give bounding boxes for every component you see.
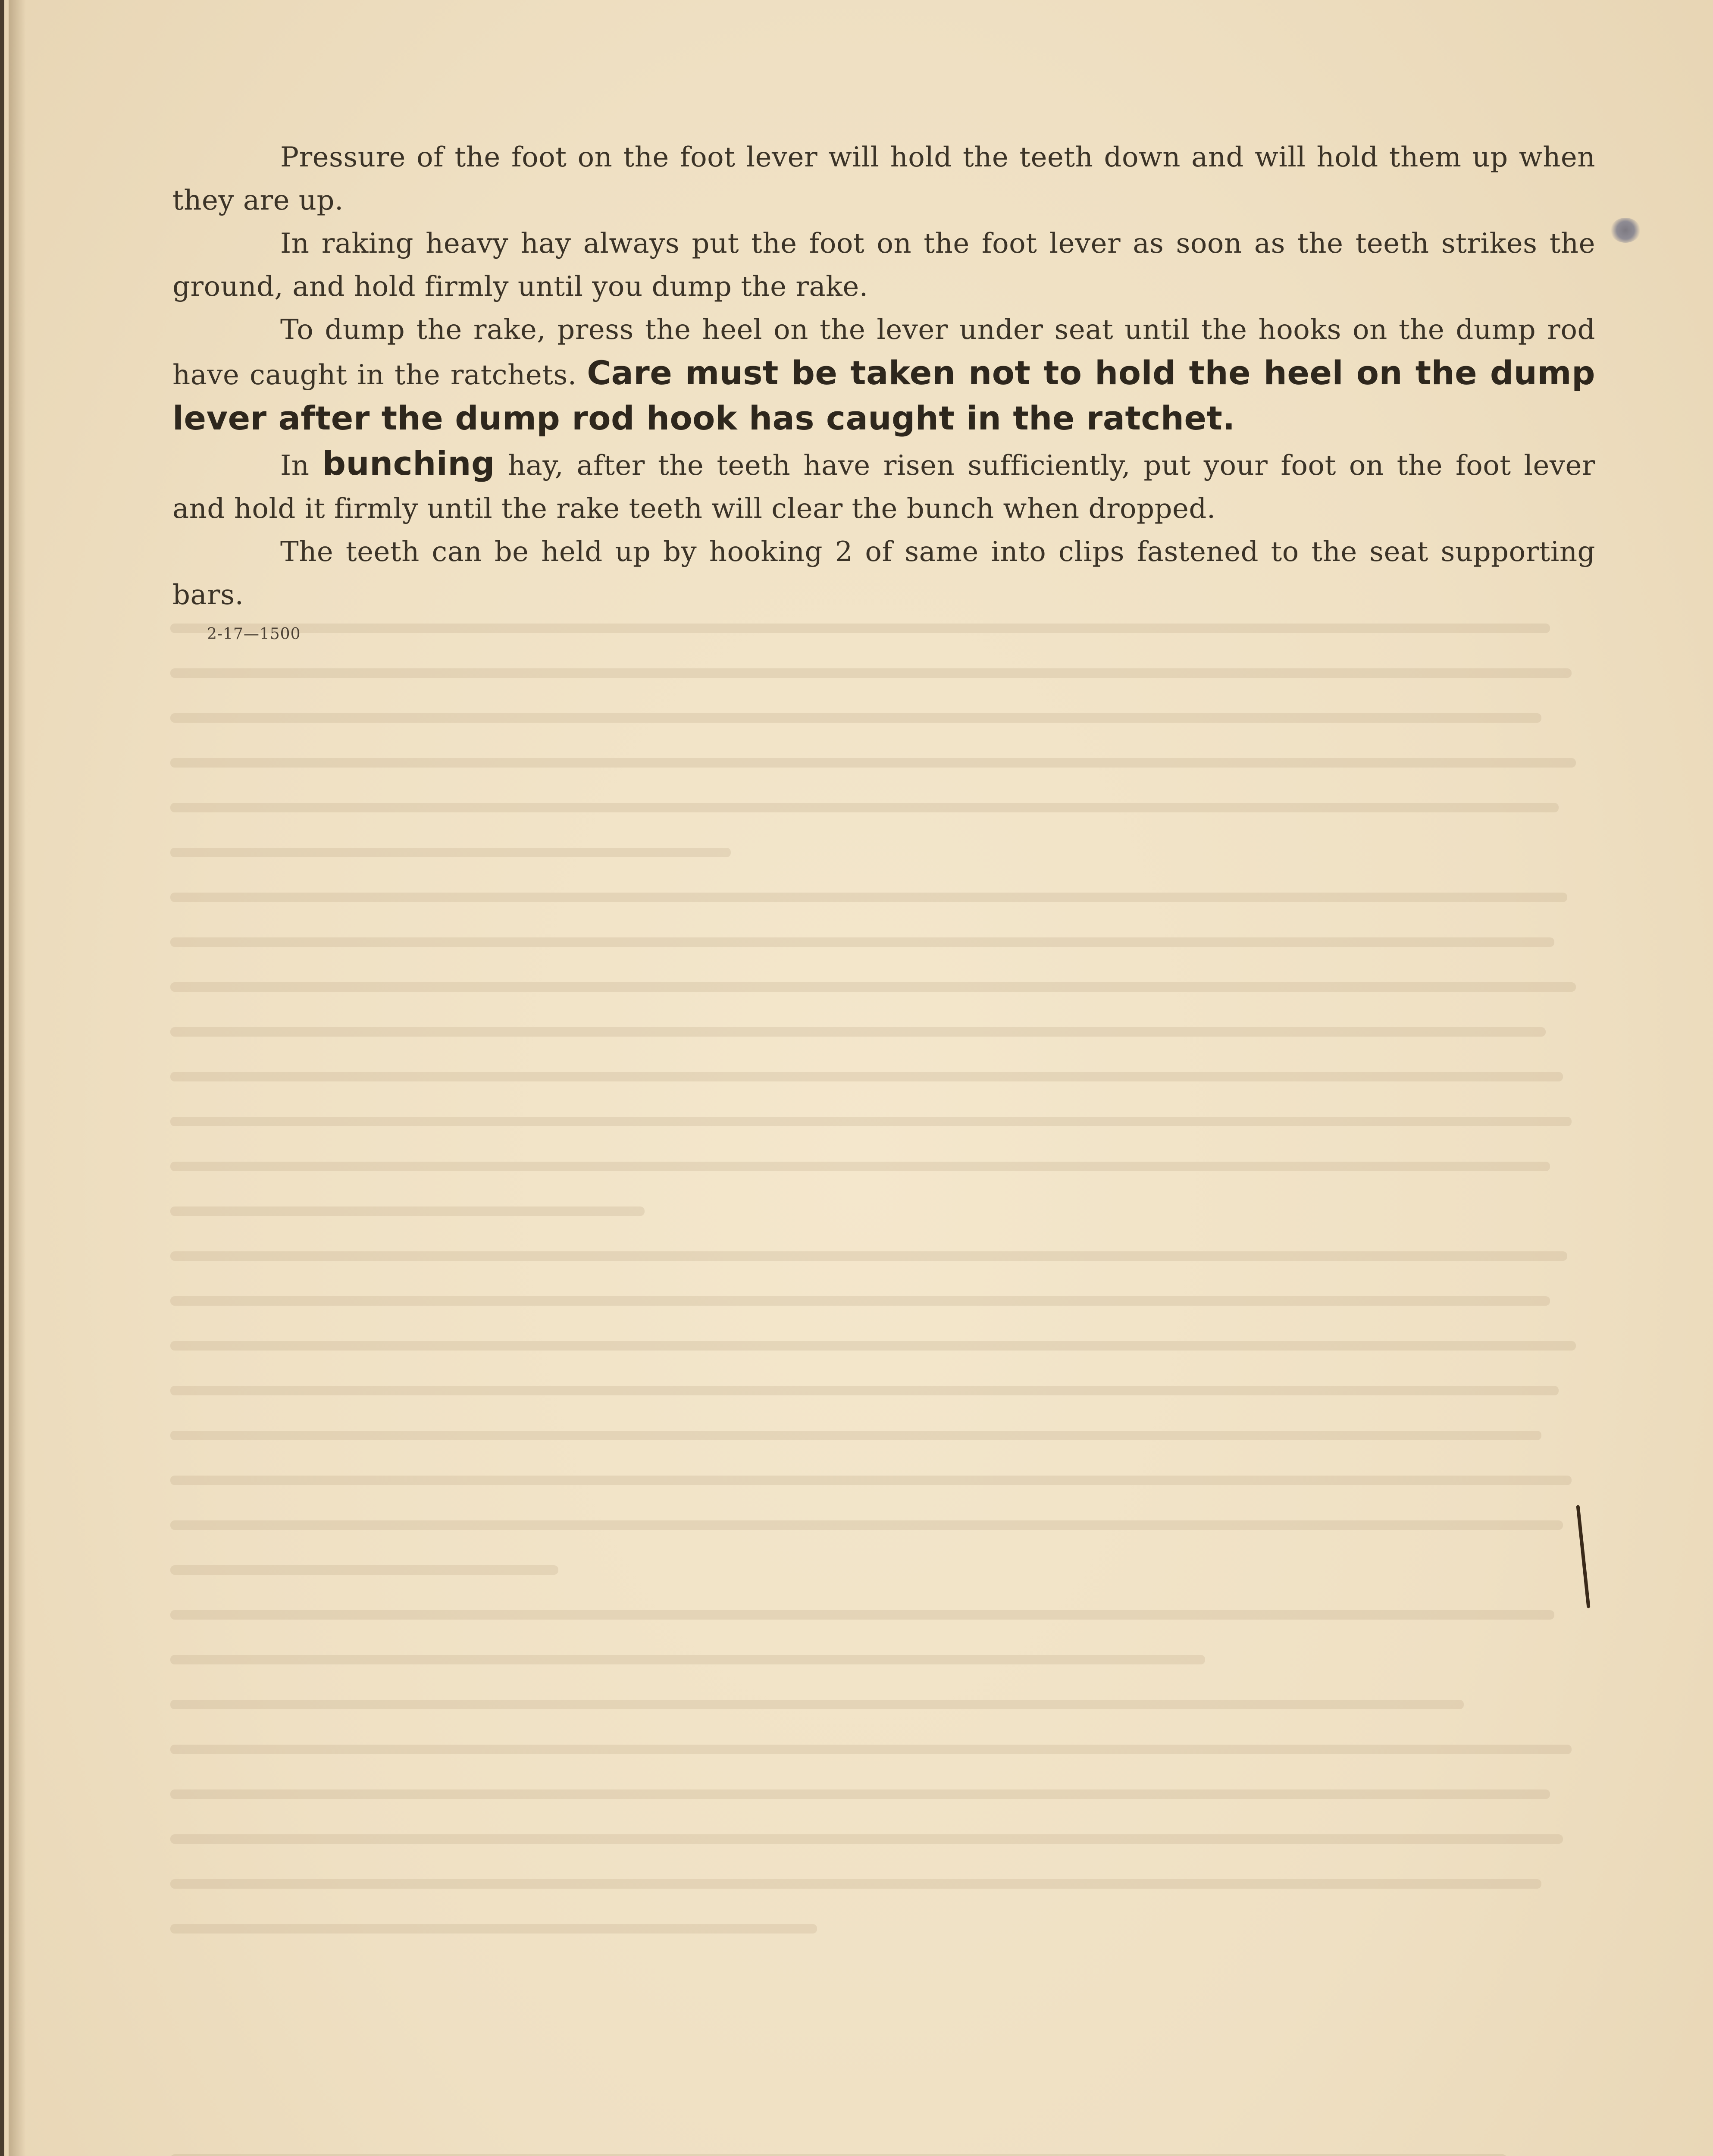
page-spine-shadow [9, 0, 26, 2156]
reverse-side-show-through-lower [170, 2134, 1593, 2156]
paragraph-bunching: In bunching hay, after the teeth have risen sufficiently, put your foot on the foot lever and hold it firmly until the rake teeth will clear the bunch when dropped. [172, 444, 1596, 525]
paragraph-teeth-clips: The teeth can be held up by hooking 2 of same into clips fastened to the seat supporting bars. [172, 536, 1595, 611]
instructions-text [172, 136, 1595, 617]
caution-emphasis: Care must be taken not to hold the heel on the dump lever after the dump rod hook has caught in the ratchet. [172, 354, 1595, 437]
ink-smudge [1610, 218, 1641, 243]
paragraph-foot-lever: Pressure of the foot on the foot lever will hold the teeth down and will hold them up when they are up. [172, 141, 1595, 216]
print-code: 2-17—1500 [207, 625, 301, 643]
reverse-side-show-through [170, 604, 1593, 1949]
paragraph-heavy-hay: In raking heavy hay always put the foot on the foot lever as soon as the teeth strikes the ground, and hold firmly until you dump the rake. [172, 228, 1595, 303]
bunching-emphasis: bunching [322, 444, 495, 483]
paragraph-dump-rake: To dump the rake, press the heel on the lever under seat until the hooks on the dump rod have caught in the ratchets. Care must be taken not to hold the heel on the dump lever after the dump rod hook has caught in the ratchet. [172, 314, 1595, 437]
